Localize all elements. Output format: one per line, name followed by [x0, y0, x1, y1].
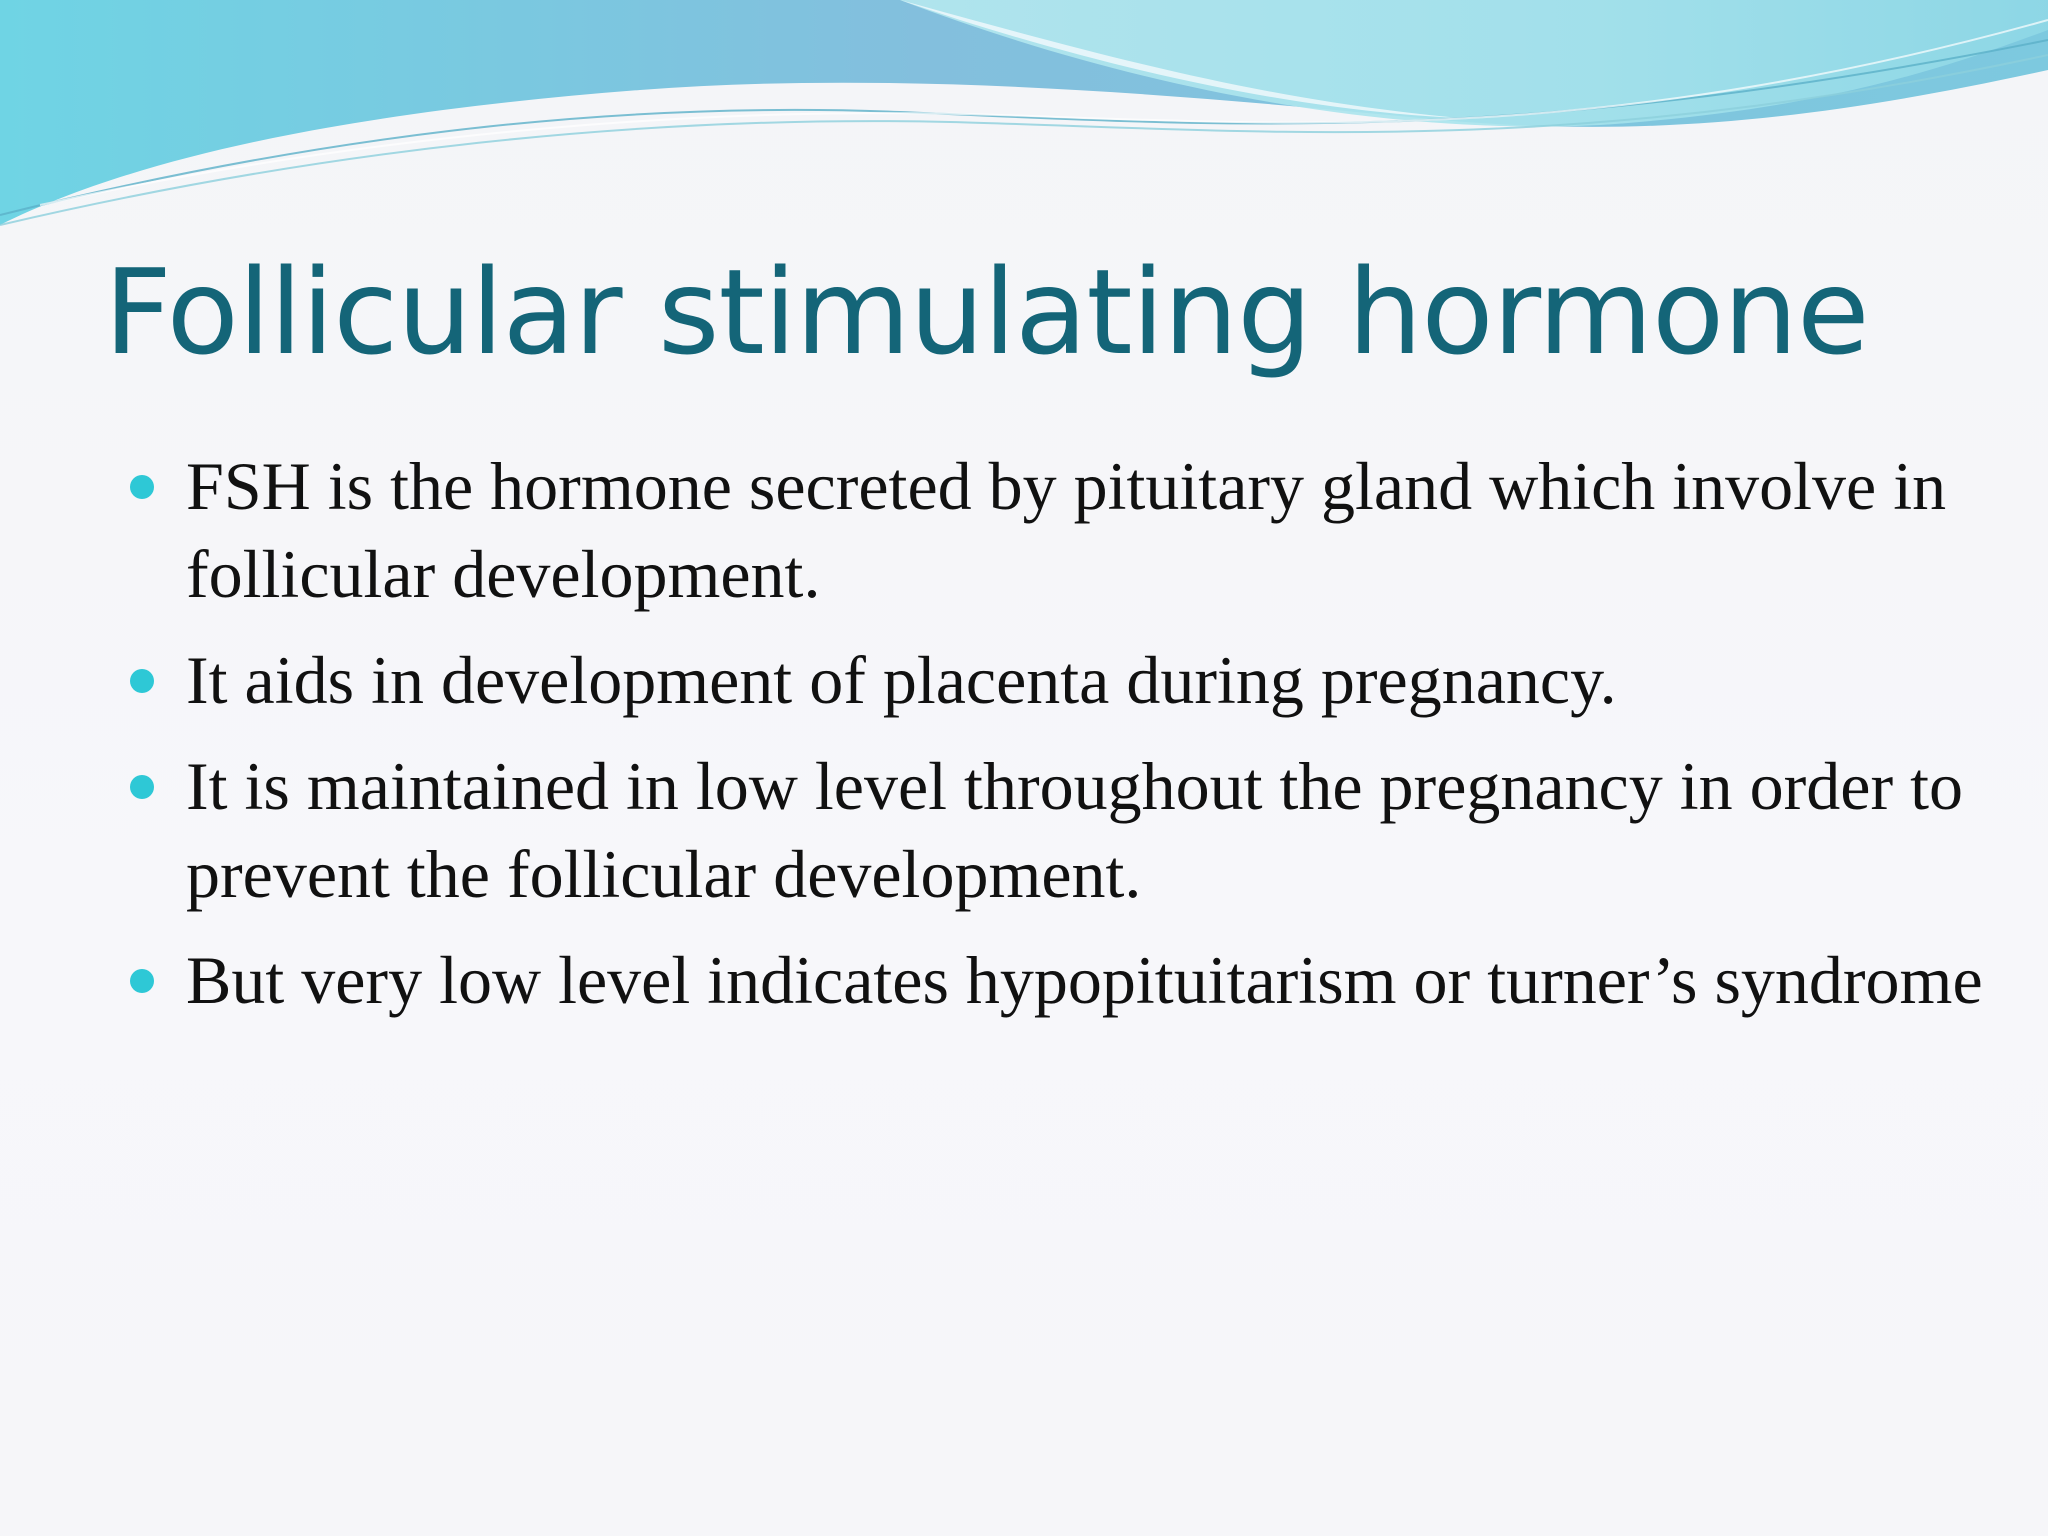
slide-title: Follicular stimulating hormone: [104, 243, 1869, 381]
bullet-list: [130, 442, 2010, 1042]
list-item: [130, 742, 2010, 918]
bullet-text: But very low level indicates hypopituitarism or turner’s syndrome: [186, 942, 1983, 1018]
list-item: [130, 636, 2010, 724]
bullet-text: It aids in development of placenta during pregnancy.: [186, 642, 1617, 718]
bullet-marker-icon: [130, 475, 154, 499]
decorative-wave-banner: [0, 0, 2048, 240]
bullet-marker-icon: [130, 969, 154, 993]
bullet-text: FSH is the hormone secreted by pituitary gland which involve in follicular development.: [186, 448, 1947, 612]
bullet-marker-icon: [130, 669, 154, 693]
bullet-text: It is maintained in low level throughout the pregnancy in order to prevent the follicular development.: [186, 748, 1963, 912]
bullet-marker-icon: [130, 775, 154, 799]
list-item: [130, 442, 2010, 618]
list-item: [130, 936, 2010, 1024]
